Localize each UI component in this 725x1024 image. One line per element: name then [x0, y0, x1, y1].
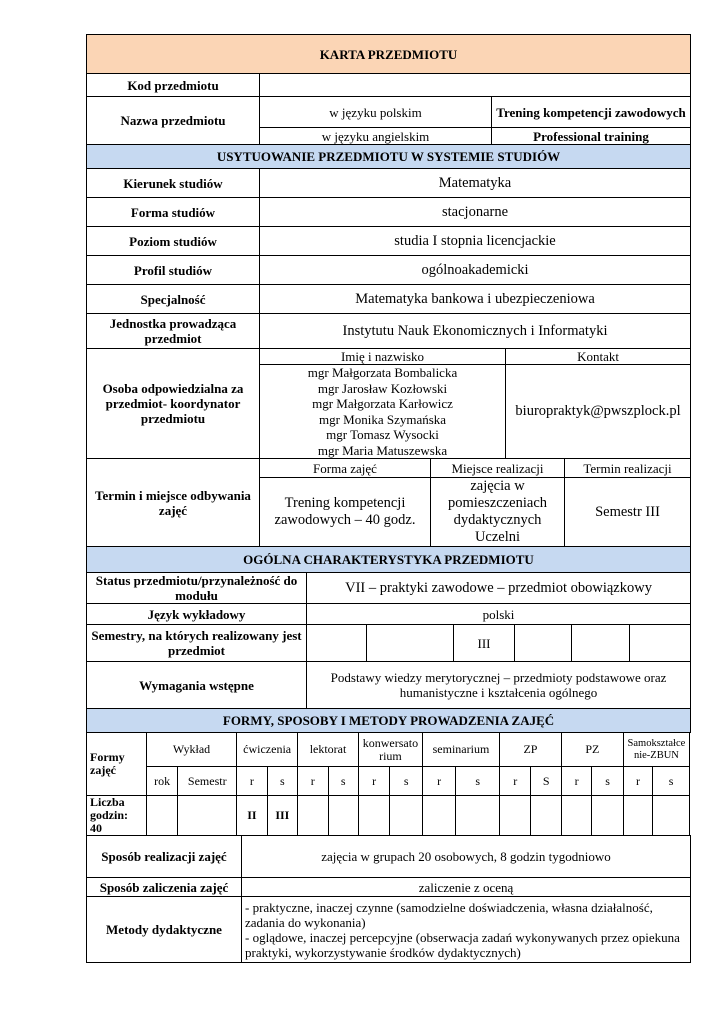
hours-cell: III [267, 796, 297, 836]
formy-sub: r [237, 767, 267, 796]
formy-sub: rok [146, 767, 177, 796]
hours-cell [328, 796, 358, 836]
formy-sub: Semestr [178, 767, 237, 796]
nazwa-en-value: Professional training [492, 128, 691, 145]
semestr-cell [630, 625, 691, 662]
hours-cell [623, 796, 652, 836]
termin-col-termin: Termin realizacji [565, 459, 691, 478]
jezyk-label: Język wykładowy [87, 604, 307, 625]
semestr-cell [515, 625, 572, 662]
jednostka-label: Jednostka prowadząca przedmiot [87, 314, 260, 349]
wymagania-label: Wymagania wstępne [87, 662, 307, 709]
formy-sub: s [390, 767, 422, 796]
poziom-label: Poziom studiów [87, 227, 260, 256]
formy-sub: s [653, 767, 690, 796]
formy-header: PZ [561, 733, 623, 767]
status-value: VII – praktyki zawodowe – przedmiot obowiązkowy [307, 573, 691, 604]
nazwa-label: Nazwa przedmiotu [87, 97, 260, 145]
metody-line: - oglądowe, inaczej percepcyjne (obserwacja zadań wykonywanych przez opiekuna praktyki, wykorzystywanie środków dydaktycznych) [245, 929, 680, 960]
osoba-name: mgr Tomasz Wysocki [326, 427, 439, 442]
semestr-cell [367, 625, 454, 662]
hours-cell [500, 796, 531, 836]
hours-cell [592, 796, 623, 836]
semestr-cell [307, 625, 367, 662]
osoba-name: mgr Monika Szymańska [318, 411, 447, 427]
formy-sub: s [328, 767, 358, 796]
formy-header: Wykład [146, 733, 236, 767]
profil-label: Profil studiów [87, 256, 260, 285]
formy-header: seminarium [422, 733, 499, 767]
osoba-name: mgr Małgorzata Bombalicka [307, 365, 458, 380]
sposob-real-value: zajęcia w grupach 20 osobowych, 8 godzin tygodniowo [242, 836, 691, 878]
formy-header: ćwiczenia [237, 733, 298, 767]
formy-sub: r [500, 767, 531, 796]
liczba-godzin-label: Liczba godzin: 40 [87, 796, 147, 836]
formy-header: konwersatorium [358, 733, 422, 767]
sposob-real-label: Sposób realizacji zajęć [87, 836, 242, 878]
profil-value: ogólnoakademicki [260, 256, 691, 285]
sposob-zal-value: zaliczenie z oceną [242, 878, 691, 897]
semestry-label: Semestry, na których realizowany jest przedmiot [87, 625, 307, 662]
kod-label: Kod przedmiotu [87, 74, 260, 97]
osoba-names [260, 365, 506, 459]
kierunek-label: Kierunek studiów [87, 169, 260, 198]
formy-sub: r [358, 767, 389, 796]
semestr-cell [572, 625, 630, 662]
formy-header: Samokształcenie-ZBUN [623, 733, 689, 767]
poziom-value: studia I stopnia licencjackie [260, 227, 691, 256]
wymagania-value: Podstawy wiedzy merytorycznej – przedmioty podstawowe oraz humanistyczne i kształcenia ogólnego [307, 662, 691, 709]
formy-sub: r [422, 767, 455, 796]
placement-table [86, 168, 691, 459]
forma-label: Forma studiów [87, 198, 260, 227]
formy-header: lektorat [298, 733, 359, 767]
status-label: Status przedmiotu/przynależność do modułu [87, 573, 307, 604]
hours-cell [653, 796, 690, 836]
hours-cell [178, 796, 237, 836]
formy-sub: s [592, 767, 623, 796]
termin-termin-value: Semestr III [565, 478, 691, 547]
kod-value [260, 74, 691, 97]
hours-cell [531, 796, 561, 836]
hours-cell [422, 796, 455, 836]
osoba-col-contact: Kontakt [506, 349, 691, 365]
termin-forma-value: Trening kompetencji zawodowych – 40 godz. [260, 478, 431, 547]
course-info-table [86, 34, 691, 169]
hours-cell [390, 796, 422, 836]
section-formy: FORMY, SPOSOBY I METODY PROWADZENIA ZAJĘĆ [87, 709, 691, 733]
hours-cell [146, 796, 177, 836]
jednostka-value: Instytutu Nauk Ekonomicznych i Informatyki [260, 314, 691, 349]
termin-miejsce-value: zajęcia w pomieszczeniach dydaktycznych Uczelni [431, 478, 565, 547]
course-card [86, 34, 690, 963]
metody-label: Metody dydaktyczne [87, 897, 242, 963]
card-title: KARTA PRZEDMIOTU [87, 35, 691, 74]
forma-value: stacjonarne [260, 198, 691, 227]
formy-label: Formy zajęć [87, 733, 147, 796]
nazwa-pl-value: Trening kompetencji zawodowych [492, 97, 691, 128]
methods-table [86, 835, 691, 963]
jezyk-value: polski [307, 604, 691, 625]
kierunek-value: Matematyka [260, 169, 691, 198]
formy-sub: S [531, 767, 561, 796]
formy-sub: s [456, 767, 500, 796]
metody-value [242, 897, 691, 963]
formy-sub: r [623, 767, 652, 796]
hours-cell [561, 796, 591, 836]
section-charakterystyka: OGÓLNA CHARAKTERYSTYKA PRZEDMIOTU [87, 547, 691, 573]
termin-label: Termin i miejsce odbywania zajęć [87, 459, 260, 547]
nazwa-en-label: w języku angielskim [260, 128, 492, 145]
nazwa-pl-label: w języku polskim [260, 97, 492, 128]
osoba-name: mgr Małgorzata Karłowicz [312, 396, 453, 411]
hours-cell [456, 796, 500, 836]
hours-cell: II [237, 796, 267, 836]
metody-line: - praktyczne, inaczej czynne (samodzielne doświadczenia, własna działalność, zadania do wykonania) [245, 899, 653, 930]
osoba-name: mgr Maria Matuszewska [317, 442, 448, 458]
termin-col-miejsce: Miejsce realizacji [431, 459, 565, 478]
formy-sub: r [298, 767, 328, 796]
formy-sub: r [561, 767, 591, 796]
specjalnosc-value: Matematyka bankowa i ubezpieczeniowa [260, 285, 691, 314]
sposob-zal-label: Sposób zaliczenia zajęć [87, 878, 242, 897]
osoba-label: Osoba odpowiedzialna za przedmiot- koordynator przedmiotu [87, 349, 260, 459]
hours-cell [358, 796, 389, 836]
osoba-contact: biuropraktyk@pwszplock.pl [506, 365, 691, 459]
semestr-cell: III [454, 625, 515, 662]
osoba-name: mgr Jarosław Kozłowski [317, 380, 448, 396]
section-usytuowanie: USYTUOWANIE PRZEDMIOTU W SYSTEMIE STUDIÓW [87, 145, 691, 169]
termin-table [86, 458, 691, 573]
hours-cell [298, 796, 328, 836]
specjalnosc-label: Specjalność [87, 285, 260, 314]
formy-sub: s [267, 767, 297, 796]
osoba-col-name: Imię i nazwisko [260, 349, 506, 365]
characteristics-table [86, 572, 691, 733]
formy-table [86, 732, 690, 836]
termin-col-forma: Forma zajęć [260, 459, 431, 478]
formy-header: ZP [500, 733, 562, 767]
